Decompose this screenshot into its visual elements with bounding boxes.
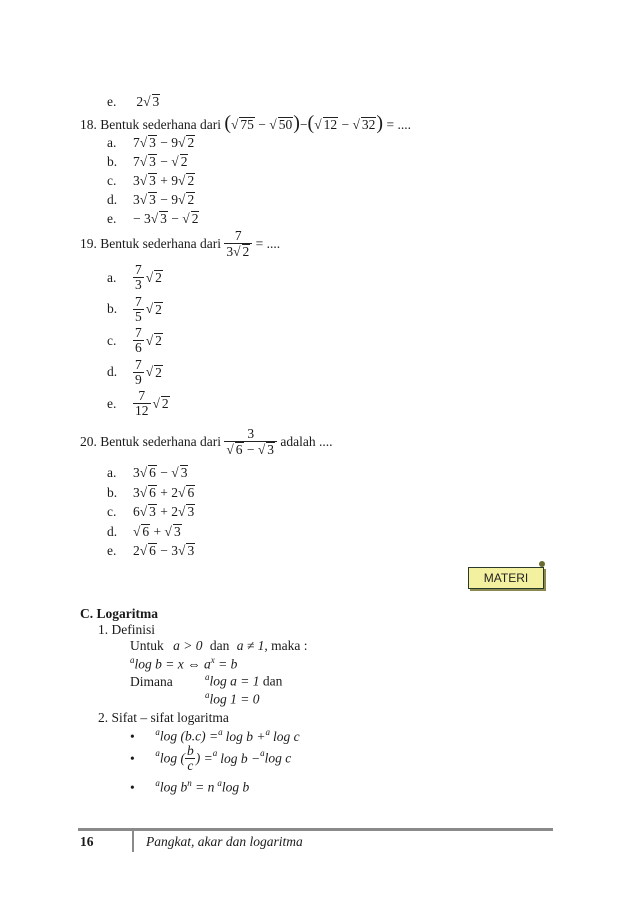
p2-part-b: ) = [195, 750, 213, 766]
definition-condition [130, 638, 308, 654]
answer-option [107, 524, 182, 540]
base-superscript: a [218, 727, 223, 737]
radicand: 6 [187, 484, 195, 500]
sqrt-icon: √ [139, 173, 148, 188]
right-paren: ) [293, 112, 300, 134]
radicand: 2 [191, 211, 199, 226]
option-label: c. [107, 332, 117, 348]
question-suffix: = .... [386, 117, 411, 132]
base-superscript: a [155, 778, 160, 788]
answer-option [107, 173, 195, 189]
p3-part-c: log b [221, 779, 250, 795]
radicand: 3 [160, 211, 167, 226]
numerator: 7 [138, 388, 146, 403]
radicand: 3 [149, 173, 156, 188]
coefficient: 3 [133, 173, 140, 188]
property-3 [130, 778, 249, 796]
base-superscript: a [130, 655, 135, 665]
materi-label: MATERI [468, 567, 544, 589]
sqrt-icon: √ [233, 244, 241, 259]
operator: + [156, 173, 172, 188]
condition-a-positive: a > 0 [173, 638, 203, 653]
radicand: 2 [155, 301, 162, 317]
question-text: 19. Bentuk sederhana dari [80, 236, 221, 251]
answer-option [107, 465, 188, 481]
numerator: b [187, 743, 194, 758]
minus: − [341, 117, 350, 132]
coefficient: 2 [171, 484, 179, 500]
coefficient: 6 [133, 504, 140, 519]
answer-option [107, 326, 163, 355]
radicand: 50 [278, 117, 293, 132]
footer-title: Pangkat, akar dan logaritma [146, 834, 303, 849]
sqrt-icon: √ [352, 117, 360, 132]
radicand: 3 [180, 465, 188, 480]
rule-2-formula: log 1 = 0 [209, 691, 260, 707]
left-paren: ( [307, 112, 315, 134]
radicand: 2 [161, 396, 169, 411]
answer-option [107, 504, 195, 520]
question-suffix: adalah .... [280, 434, 333, 449]
section-title: C. Logaritma [80, 606, 158, 621]
radicand: 2 [180, 154, 188, 169]
right-paren: ) [376, 112, 384, 134]
radicand: 2 [242, 244, 250, 259]
coefficient: 2 [136, 94, 144, 109]
option-label: c. [107, 173, 117, 188]
base-superscript: a [260, 748, 265, 759]
sqrt-icon: √ [143, 94, 151, 109]
sqrt-icon: √ [178, 135, 186, 150]
fraction [224, 427, 277, 457]
sqrt-icon: √ [145, 269, 154, 285]
numerator: 7 [135, 356, 142, 372]
condition-a-not-one: a ≠ 1 [236, 638, 265, 653]
option-label: d. [107, 523, 118, 539]
rule-1 [205, 672, 282, 690]
sqrt-icon: √ [231, 117, 239, 132]
radicand: 2 [187, 192, 195, 207]
radicand: 3 [149, 192, 156, 207]
sqrt-icon: √ [133, 523, 141, 539]
q17-option-e [107, 94, 160, 110]
denominator [224, 243, 252, 259]
radicand: 6 [142, 523, 150, 539]
operator: − [156, 154, 172, 169]
sqrt-icon: √ [150, 211, 159, 226]
sifat-title: 2. Sifat – sifat logaritma [98, 710, 229, 725]
p1-part-a: log (b.c) = [159, 728, 219, 744]
denominator: 6 [135, 340, 142, 355]
answer-option [107, 211, 199, 227]
sqrt-icon: √ [257, 442, 266, 457]
option-label: a. [107, 269, 117, 285]
answer-option [107, 543, 195, 559]
option-label: b. [107, 154, 118, 169]
bullet-icon: • [130, 779, 135, 795]
numerator: 3 [247, 426, 255, 441]
radicand: 3 [149, 504, 156, 519]
left-paren: ( [224, 112, 231, 134]
sqrt-icon: √ [139, 543, 148, 558]
sqrt-icon: √ [145, 364, 154, 379]
radicand: 2 [187, 135, 195, 150]
radicand: 6 [149, 484, 156, 500]
denominator: c [187, 758, 194, 773]
base-superscript: a [217, 778, 222, 788]
operator: − [156, 135, 172, 150]
denominator: 5 [135, 308, 142, 324]
bullet-icon: • [130, 728, 135, 744]
radicand: 32 [361, 117, 376, 132]
denominator: 9 [135, 371, 142, 387]
operator: + [156, 504, 172, 519]
option-label: e. [107, 211, 117, 226]
coefficient: 9 [171, 173, 179, 188]
bullet-icon: • [130, 750, 135, 766]
option-label: b. [107, 484, 118, 500]
radicand: 3 [173, 523, 181, 539]
p3-part-a: log b [159, 779, 188, 795]
option-label: e. [107, 94, 117, 109]
exponent-n: n [187, 778, 192, 788]
operator: − [156, 465, 172, 480]
denominator: √ 6 − √ 3 [224, 441, 277, 457]
sqrt-icon: √ [145, 301, 154, 316]
radicand: 6 [149, 465, 156, 480]
base-superscript: a [155, 727, 160, 737]
fraction [133, 295, 144, 324]
sqrt-icon: √ [164, 523, 172, 539]
coefficient: 2 [171, 504, 179, 519]
coefficient: 3 [133, 484, 140, 500]
rule-1-formula: log a = 1 [209, 673, 260, 689]
page-number: 16 [80, 834, 94, 849]
numerator: 7 [135, 262, 142, 277]
base-superscript: a [205, 672, 210, 682]
fraction [224, 229, 252, 259]
dan-text: dan [262, 673, 283, 689]
radicand: 12 [323, 117, 338, 132]
fraction [133, 263, 144, 292]
p1-part-b: log b + [225, 728, 266, 744]
radicand: 2 [155, 270, 162, 285]
coefficient: 7 [133, 135, 140, 150]
rule-2 [205, 690, 260, 708]
question-suffix: = .... [255, 236, 281, 251]
coefficient: 7 [133, 154, 140, 169]
radicand: 2 [155, 364, 162, 380]
base-superscript: a [205, 690, 210, 700]
answer-option [107, 389, 170, 418]
coefficient: 2 [133, 543, 140, 558]
sqrt-icon: √ [139, 192, 148, 207]
base-superscript: a [155, 748, 160, 759]
answer-option [107, 263, 163, 292]
sqrt-icon: √ [139, 504, 148, 519]
answer-option [107, 295, 163, 324]
sqrt-icon: √ [145, 332, 154, 348]
formula-text: log b = x ⇔ a [134, 656, 211, 672]
radicand: 3 [152, 94, 160, 109]
radicand: 3 [267, 442, 275, 457]
answer-option [107, 154, 188, 170]
denominator: 12 [135, 403, 149, 418]
radicand: 2 [187, 173, 195, 188]
operator: − [167, 211, 183, 226]
coefficient: 3 [133, 192, 140, 207]
sqrt-icon: √ [178, 173, 186, 188]
question-text: 20. Bentuk sederhana dari [80, 434, 221, 449]
radicand: 75 [240, 117, 254, 132]
answer-option [107, 192, 195, 208]
property-2 [130, 744, 291, 773]
coefficient: − 3 [133, 211, 151, 226]
fraction [133, 389, 151, 418]
dimana-row [130, 674, 173, 690]
coefficient: 9 [171, 192, 179, 207]
maka-text: , maka : [264, 638, 308, 653]
base-superscript: a [212, 748, 218, 759]
option-label: a. [107, 465, 117, 480]
option-label: d. [107, 192, 118, 207]
exponent-x: x [210, 655, 215, 665]
sqrt-icon: √ [178, 504, 186, 519]
dan-text: dan [209, 638, 230, 653]
radicand: 3 [187, 504, 195, 519]
p2-part-a: log ( [159, 750, 185, 766]
footer-rule [78, 828, 553, 831]
radicand: 2 [155, 333, 162, 348]
sqrt-icon: √ [139, 135, 148, 150]
radicand: 3 [149, 135, 156, 150]
p3-part-b: = n [191, 779, 215, 795]
radicand: 3 [187, 543, 195, 558]
sqrt-icon: √ [152, 395, 160, 411]
question-text: 18. Bentuk sederhana dari [80, 117, 221, 132]
question-18 [80, 112, 411, 134]
definition-formula [130, 655, 237, 673]
sqrt-icon: √ [314, 117, 322, 132]
option-label: c. [107, 504, 117, 519]
dimana-text: Dimana [130, 674, 173, 689]
footer-divider [132, 830, 134, 852]
fraction [185, 744, 196, 773]
p2-part-d: log c [264, 750, 292, 766]
operator: + [156, 484, 172, 500]
numerator: 7 [234, 228, 242, 243]
fraction [133, 358, 144, 387]
question-19 [80, 229, 280, 259]
option-label: e. [107, 395, 117, 411]
sqrt-icon: √ [139, 484, 148, 500]
p2-part-c: log b − [220, 750, 261, 766]
sqrt-icon: √ [182, 211, 190, 226]
sqrt-icon: √ [226, 442, 234, 457]
minus: − [258, 117, 266, 132]
radicand: 3 [149, 154, 156, 169]
sqrt-icon: √ [178, 484, 186, 500]
question-20 [80, 427, 333, 457]
fraction [133, 326, 144, 355]
denominator: 3 [135, 277, 142, 292]
coefficient: 3 [133, 465, 140, 480]
formula-end: = b [214, 656, 238, 672]
p1-part-c: log c [272, 728, 300, 744]
option-label: a. [107, 135, 117, 150]
coefficient: 3 [226, 244, 234, 259]
sqrt-icon: √ [171, 154, 179, 169]
sqrt-icon: √ [171, 465, 179, 480]
sqrt-icon: √ [178, 543, 186, 558]
sqrt-icon: √ [178, 192, 186, 207]
coefficient: 3 [171, 543, 179, 558]
answer-option [107, 358, 163, 387]
property-1 [130, 727, 300, 745]
operator: + [150, 523, 165, 539]
operator: − [156, 543, 172, 558]
sqrt-icon: √ [139, 154, 148, 169]
answer-option [107, 135, 195, 151]
coefficient: 9 [171, 135, 179, 150]
numerator: 7 [135, 293, 142, 309]
sqrt-icon: √ [139, 465, 148, 480]
option-label: d. [107, 364, 118, 379]
sqrt-icon: √ [269, 117, 277, 132]
definition-title: 1. Definisi [98, 622, 155, 637]
option-label: e. [107, 543, 117, 558]
answer-option [107, 485, 195, 501]
option-label: b. [107, 301, 118, 316]
radicand: 6 [235, 442, 243, 457]
base-superscript: a [265, 727, 270, 737]
radicand: 6 [149, 543, 156, 558]
untuk-text: Untuk [130, 638, 164, 653]
minus: − [299, 117, 308, 132]
operator: − [156, 192, 172, 207]
numerator: 7 [135, 325, 142, 340]
